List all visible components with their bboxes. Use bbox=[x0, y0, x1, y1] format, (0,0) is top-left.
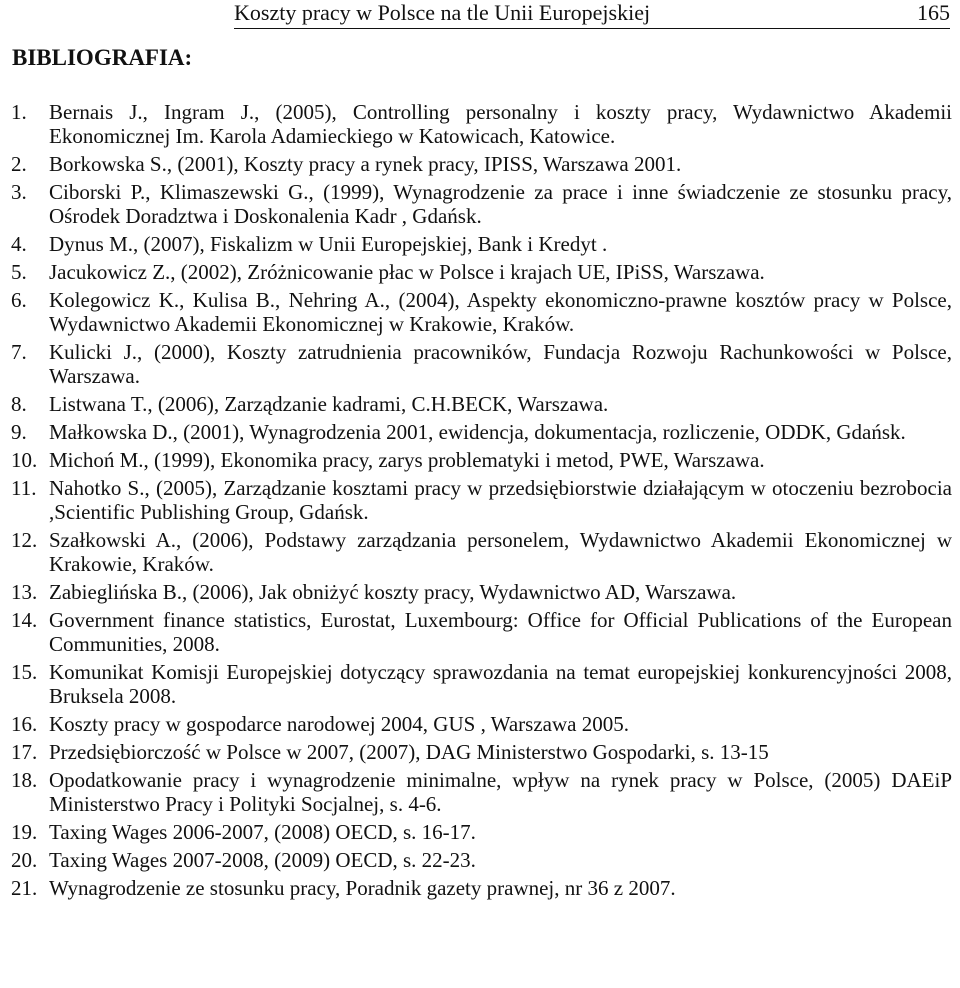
entry-text: Ciborski P., Klimaszewski G., (1999), Wynagrodzenie za prace i inne świadczenie ze stosunku pracy, Ośrodek Doradztwa i Doskonalenia Kadr , Gdańsk. bbox=[49, 180, 952, 228]
entry-text: Michoń M., (1999), Ekonomika pracy, zarys problematyki i metod, PWE, Warszawa. bbox=[49, 448, 765, 472]
bibliography-entry bbox=[0, 392, 960, 416]
entry-text: Taxing Wages 2006-2007, (2008) OECD, s. 16-17. bbox=[49, 820, 476, 844]
entry-text: Bernais J., Ingram J., (2005), Controlling personalny i koszty pracy, Wydawnictwo Akademii Ekonomicznej Im. Karola Adamieckiego w Katowicach, Katowice. bbox=[49, 100, 952, 148]
entry-number: 17. bbox=[11, 740, 38, 764]
entry-number: 10. bbox=[11, 448, 38, 472]
entry-number: 12. bbox=[11, 528, 38, 552]
bibliography-entry bbox=[0, 660, 960, 708]
bibliography-entry bbox=[0, 740, 960, 764]
entry-text: Listwana T., (2006), Zarządzanie kadrami, C.H.BECK, Warszawa. bbox=[49, 392, 609, 416]
entry-number: 4. bbox=[11, 232, 27, 256]
bibliography-list bbox=[0, 100, 960, 904]
entry-number: 20. bbox=[11, 848, 38, 872]
entry-number: 19. bbox=[11, 820, 38, 844]
entry-text: Kulicki J., (2000), Koszty zatrudnienia pracowników, Fundacja Rozwoju Rachunkowości w Polsce, Warszawa. bbox=[49, 340, 952, 388]
bibliography-entry bbox=[0, 448, 960, 472]
bibliography-entry bbox=[0, 580, 960, 604]
entry-number: 8. bbox=[11, 392, 27, 416]
entry-text: Małkowska D., (2001), Wynagrodzenia 2001, ewidencja, dokumentacja, rozliczenie, ODDK, Gdańsk. bbox=[49, 420, 906, 444]
entry-text: Dynus M., (2007), Fiskalizm w Unii Europejskiej, Bank i Kredyt . bbox=[49, 232, 608, 256]
bibliography-entry bbox=[0, 232, 960, 256]
entry-text: Wynagrodzenie ze stosunku pracy, Poradnik gazety prawnej, nr 36 z 2007. bbox=[49, 876, 676, 900]
entry-text: Komunikat Komisji Europejskiej dotyczący sprawozdania na temat europejskiej konkurencyjności 2008, Bruksela 2008. bbox=[49, 660, 952, 708]
entry-text: Szałkowski A., (2006), Podstawy zarządzania personelem, Wydawnictwo Akademii Ekonomicznej w Krakowie, Kraków. bbox=[49, 528, 952, 576]
bibliography-entry bbox=[0, 420, 960, 444]
entry-text: Kolegowicz K., Kulisa B., Nehring A., (2004), Aspekty ekonomiczno-prawne kosztów pracy w Polsce, Wydawnictwo Akademii Ekonomicznej w Krakowie, Kraków. bbox=[49, 288, 952, 336]
entry-number: 6. bbox=[11, 288, 27, 312]
entry-number: 9. bbox=[11, 420, 27, 444]
entry-number: 21. bbox=[11, 876, 38, 900]
entry-text: Zabieglińska B., (2006), Jak obniżyć koszty pracy, Wydawnictwo AD, Warszawa. bbox=[49, 580, 737, 604]
entry-number: 14. bbox=[11, 608, 38, 632]
entry-number: 18. bbox=[11, 768, 38, 792]
entry-number: 11. bbox=[11, 476, 37, 500]
entry-number: 2. bbox=[11, 152, 27, 176]
entry-text: Jacukowicz Z., (2002), Zróżnicowanie płac w Polsce i krajach UE, IPiSS, Warszawa. bbox=[49, 260, 765, 284]
entry-text: Koszty pracy w gospodarce narodowej 2004, GUS , Warszawa 2005. bbox=[49, 712, 629, 736]
bibliography-entry bbox=[0, 476, 960, 524]
bibliography-entry bbox=[0, 876, 960, 900]
entry-text: Taxing Wages 2007-2008, (2009) OECD, s. 22-23. bbox=[49, 848, 476, 872]
bibliography-entry bbox=[0, 260, 960, 284]
entry-number: 15. bbox=[11, 660, 38, 684]
bibliography-entry bbox=[0, 528, 960, 576]
entry-number: 7. bbox=[11, 340, 27, 364]
entry-number: 3. bbox=[11, 180, 27, 204]
entry-number: 1. bbox=[11, 100, 27, 124]
bibliography-entry bbox=[0, 152, 960, 176]
entry-text: Przedsiębiorczość w Polsce w 2007, (2007), DAG Ministerstwo Gospodarki, s. 13-15 bbox=[49, 740, 769, 764]
bibliography-entry bbox=[0, 180, 960, 228]
bibliography-entry bbox=[0, 768, 960, 816]
page-number: 165 bbox=[917, 0, 950, 25]
entry-text: Opodatkowanie pracy i wynagrodzenie minimalne, wpływ na rynek pracy w Polsce, (2005) DAEiP Ministerstwo Pracy i Polityki Socjalnej, s. 4-6. bbox=[49, 768, 952, 816]
bibliography-entry bbox=[0, 608, 960, 656]
bibliography-entry bbox=[0, 288, 960, 336]
bibliography-entry bbox=[0, 100, 960, 148]
bibliography-entry bbox=[0, 820, 960, 844]
bibliography-entry bbox=[0, 340, 960, 388]
entry-number: 5. bbox=[11, 260, 27, 284]
entry-number: 13. bbox=[11, 580, 38, 604]
section-title: BIBLIOGRAFIA: bbox=[12, 45, 193, 70]
header-title: Koszty pracy w Polsce na tle Unii Europejskiej bbox=[234, 0, 651, 25]
running-header bbox=[234, 0, 950, 29]
entry-text: Government finance statistics, Eurostat, Luxembourg: Office for Official Publications of the European Communities, 2008. bbox=[49, 608, 952, 656]
entry-number: 16. bbox=[11, 712, 38, 736]
bibliography-entry bbox=[0, 712, 960, 736]
entry-text: Borkowska S., (2001), Koszty pracy a rynek pracy, IPISS, Warszawa 2001. bbox=[49, 152, 682, 176]
entry-text: Nahotko S., (2005), Zarządzanie kosztami pracy w przedsiębiorstwie działającym w otoczeniu bezrobocia ,Scientific Publishing Group, Gdańsk. bbox=[49, 476, 952, 524]
bibliography-entry bbox=[0, 848, 960, 872]
